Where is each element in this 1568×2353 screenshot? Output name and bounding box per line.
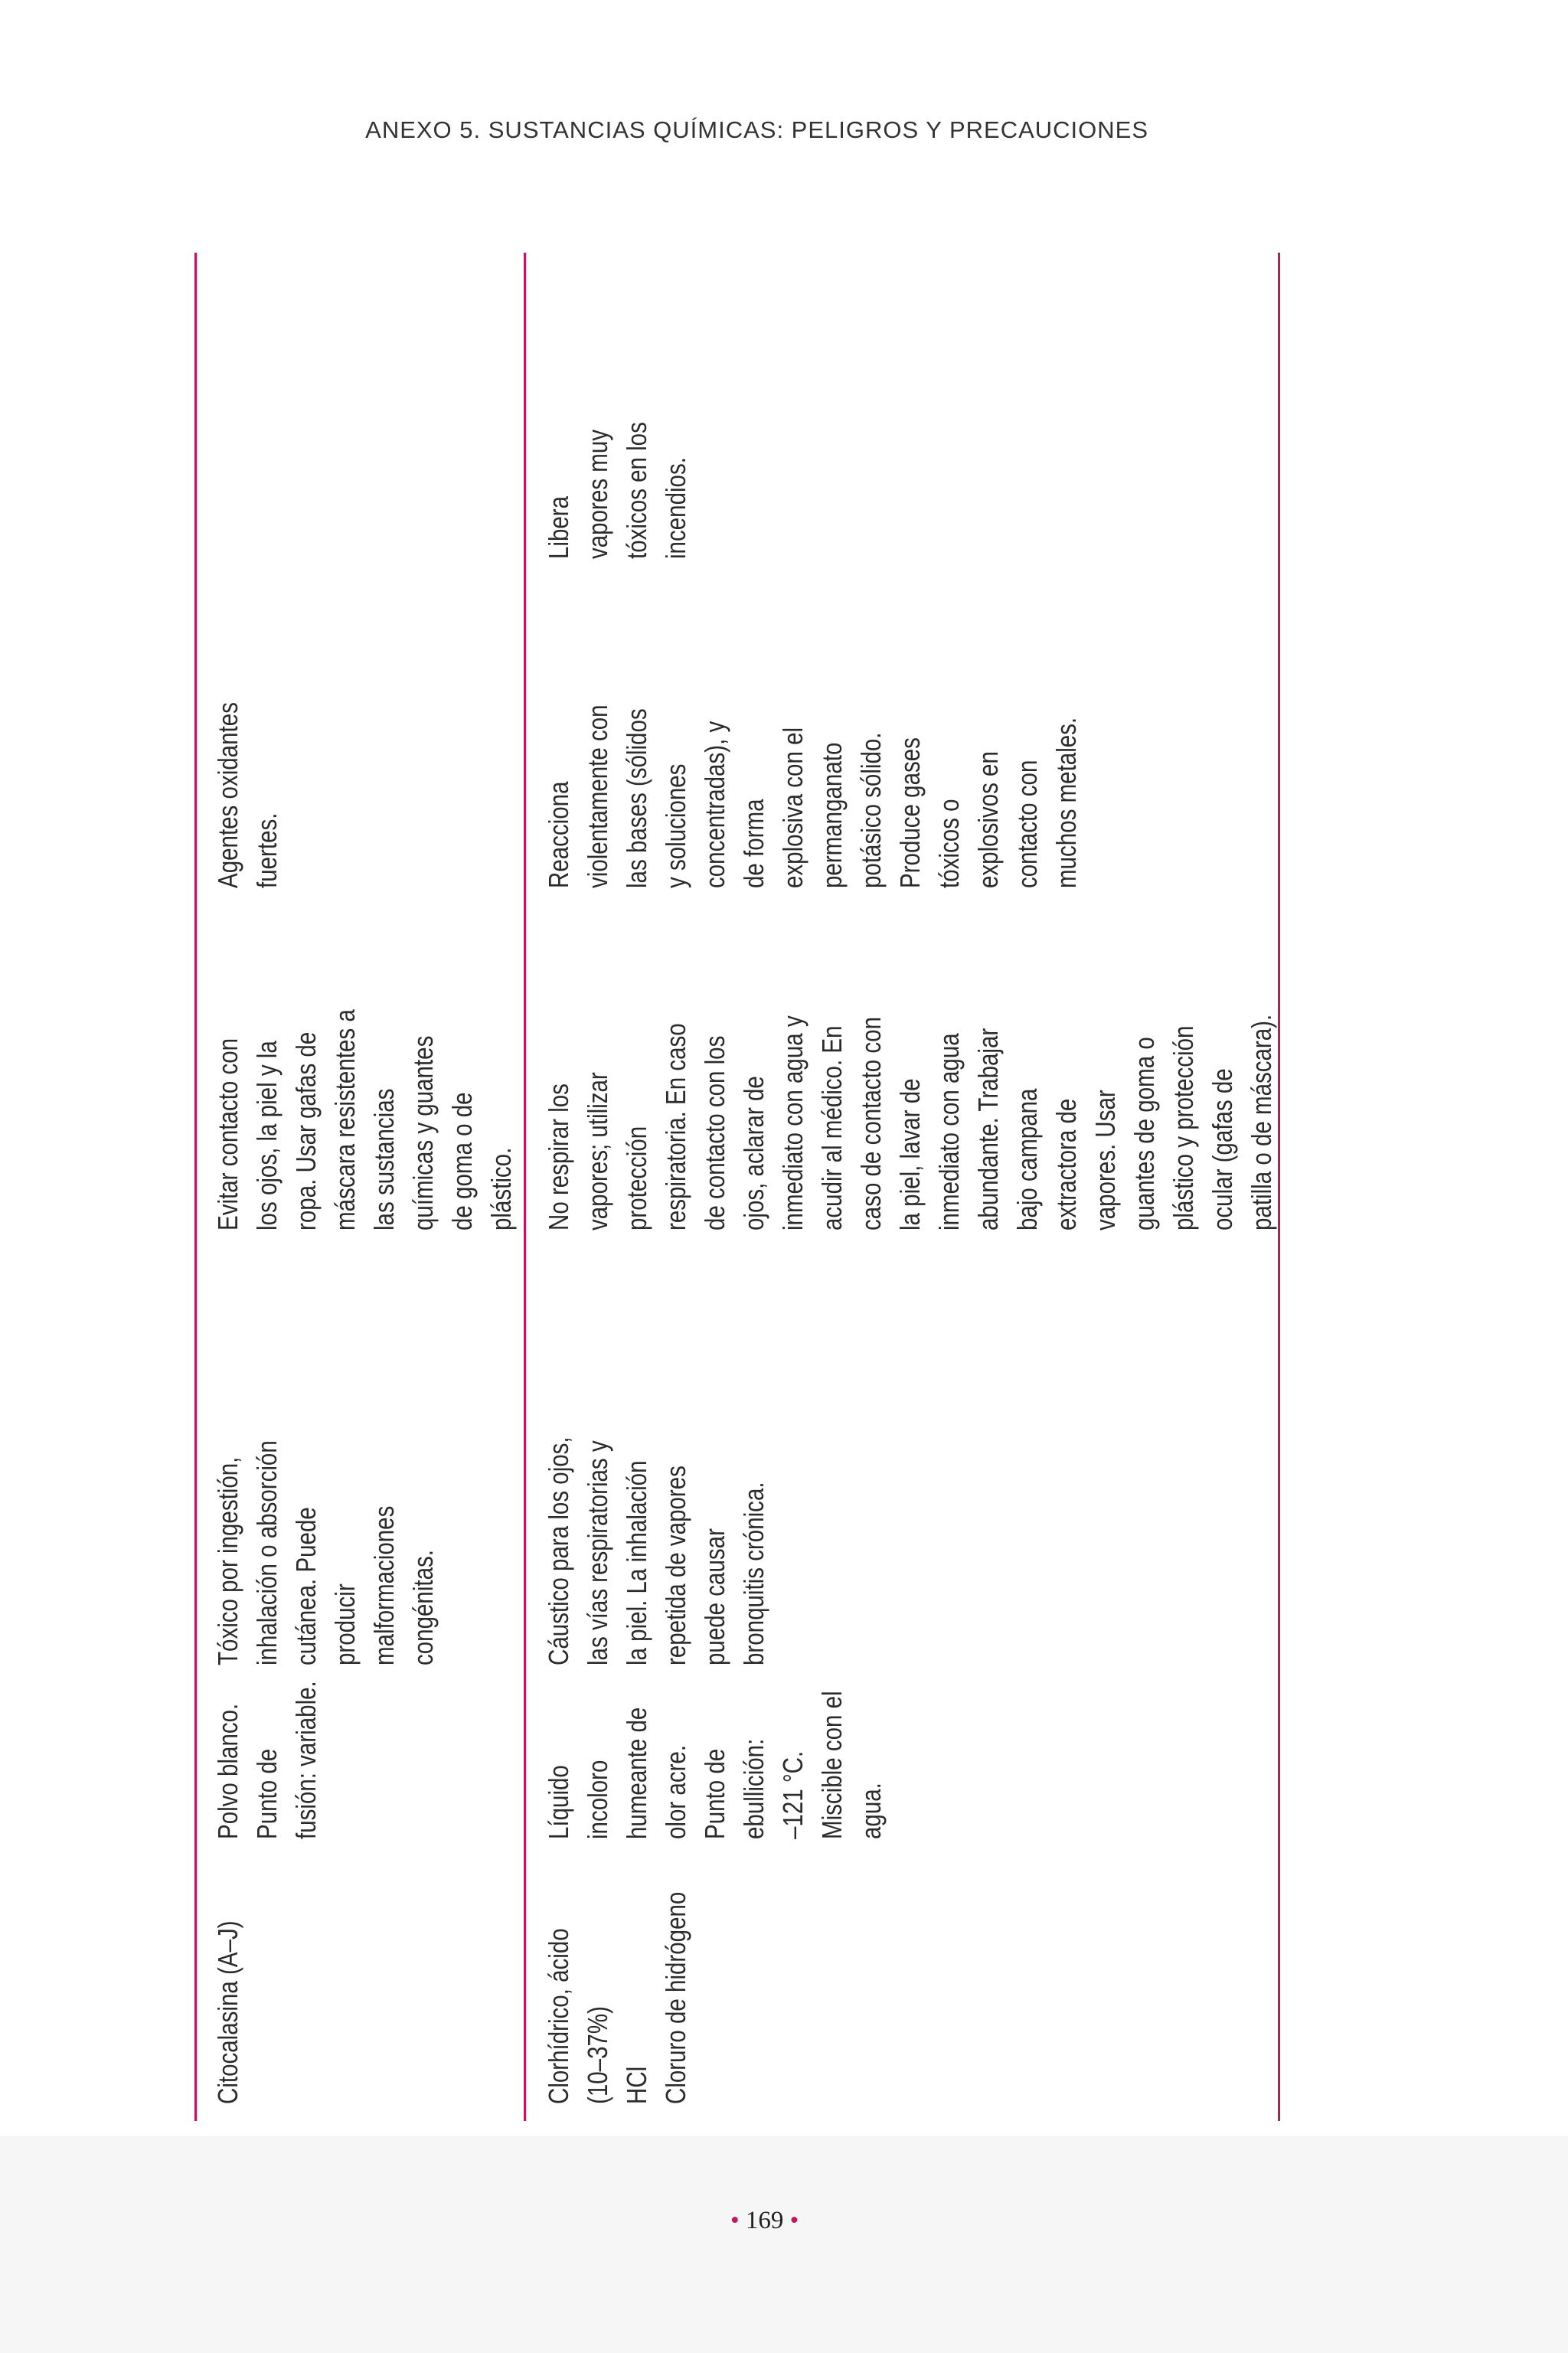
- cell-other: Libera vapores muy tóxicos en los incendios.: [543, 422, 691, 559]
- page-number: [730, 2207, 799, 2235]
- cell-hazards: Cáustico para los ojos, las vías respiratorias y la piel. La inhalación repetida de vapores puede causar bronquitis crónica.: [543, 1436, 769, 1665]
- page-number-value: 169: [745, 2207, 784, 2234]
- cell-precautions: Evitar contacto con los ojos, la piel y la ropa. Usar gafas de máscara resistentes a las sustancias químicas y guantes de goma o de plástico.: [212, 1009, 517, 1230]
- page-number-bullet-left: •: [730, 2207, 740, 2234]
- cell-name: Clorhídrico, ácido (10–37%) HCl Cloruro de hidrógeno: [543, 1891, 691, 2104]
- running-header: ANEXO 5. SUSTANCIAS QUÍMICAS: PELIGROS Y PRECAUCIONES: [365, 116, 1148, 143]
- cell-incompatibilities: Reacciona violentamente con las bases (sólidos y soluciones concentradas), y de forma explosiva con el permanganato potásico sólido. Produce gases tóxicos o explosivos en contacto con muchos metales.: [543, 704, 1082, 888]
- cell-properties: Polvo blanco. Punto de fusión: variable.: [212, 1681, 322, 1839]
- page-number-bullet-right: •: [789, 2207, 799, 2234]
- cell-incompatibilities: Agentes oxidantes fuertes.: [212, 702, 283, 888]
- cell-precautions: No respirar los vapores; utilizar protección respiratoria. En caso de contacto con los ojos, aclarar de inmediato con agua y acudir al médico. En caso de contacto con la piel, lavar de inmediato con agua abundante. Trabajar bajo campana extractora de vapores. Usar guantes de goma o plástico y protección ocular (gafas de patilla o de máscara).: [543, 1014, 1277, 1230]
- footer-band: [0, 2136, 1568, 2353]
- table-rule-middle: [524, 253, 526, 2121]
- table-rule-bottom: [1278, 253, 1280, 2121]
- table-rule-top: [194, 253, 197, 2121]
- rotated-table: [194, 253, 1282, 2121]
- cell-properties: Líquido incoloro humeante de olor acre. Punto de ebullición: –121 °C. Miscible con el agua.: [543, 1691, 887, 1839]
- cell-name: Citocalasina (A–J): [212, 1920, 243, 2104]
- cell-hazards: Tóxico por ingestión, inhalación o absorción cutánea. Puede producir malformaciones congénitas.: [212, 1440, 439, 1665]
